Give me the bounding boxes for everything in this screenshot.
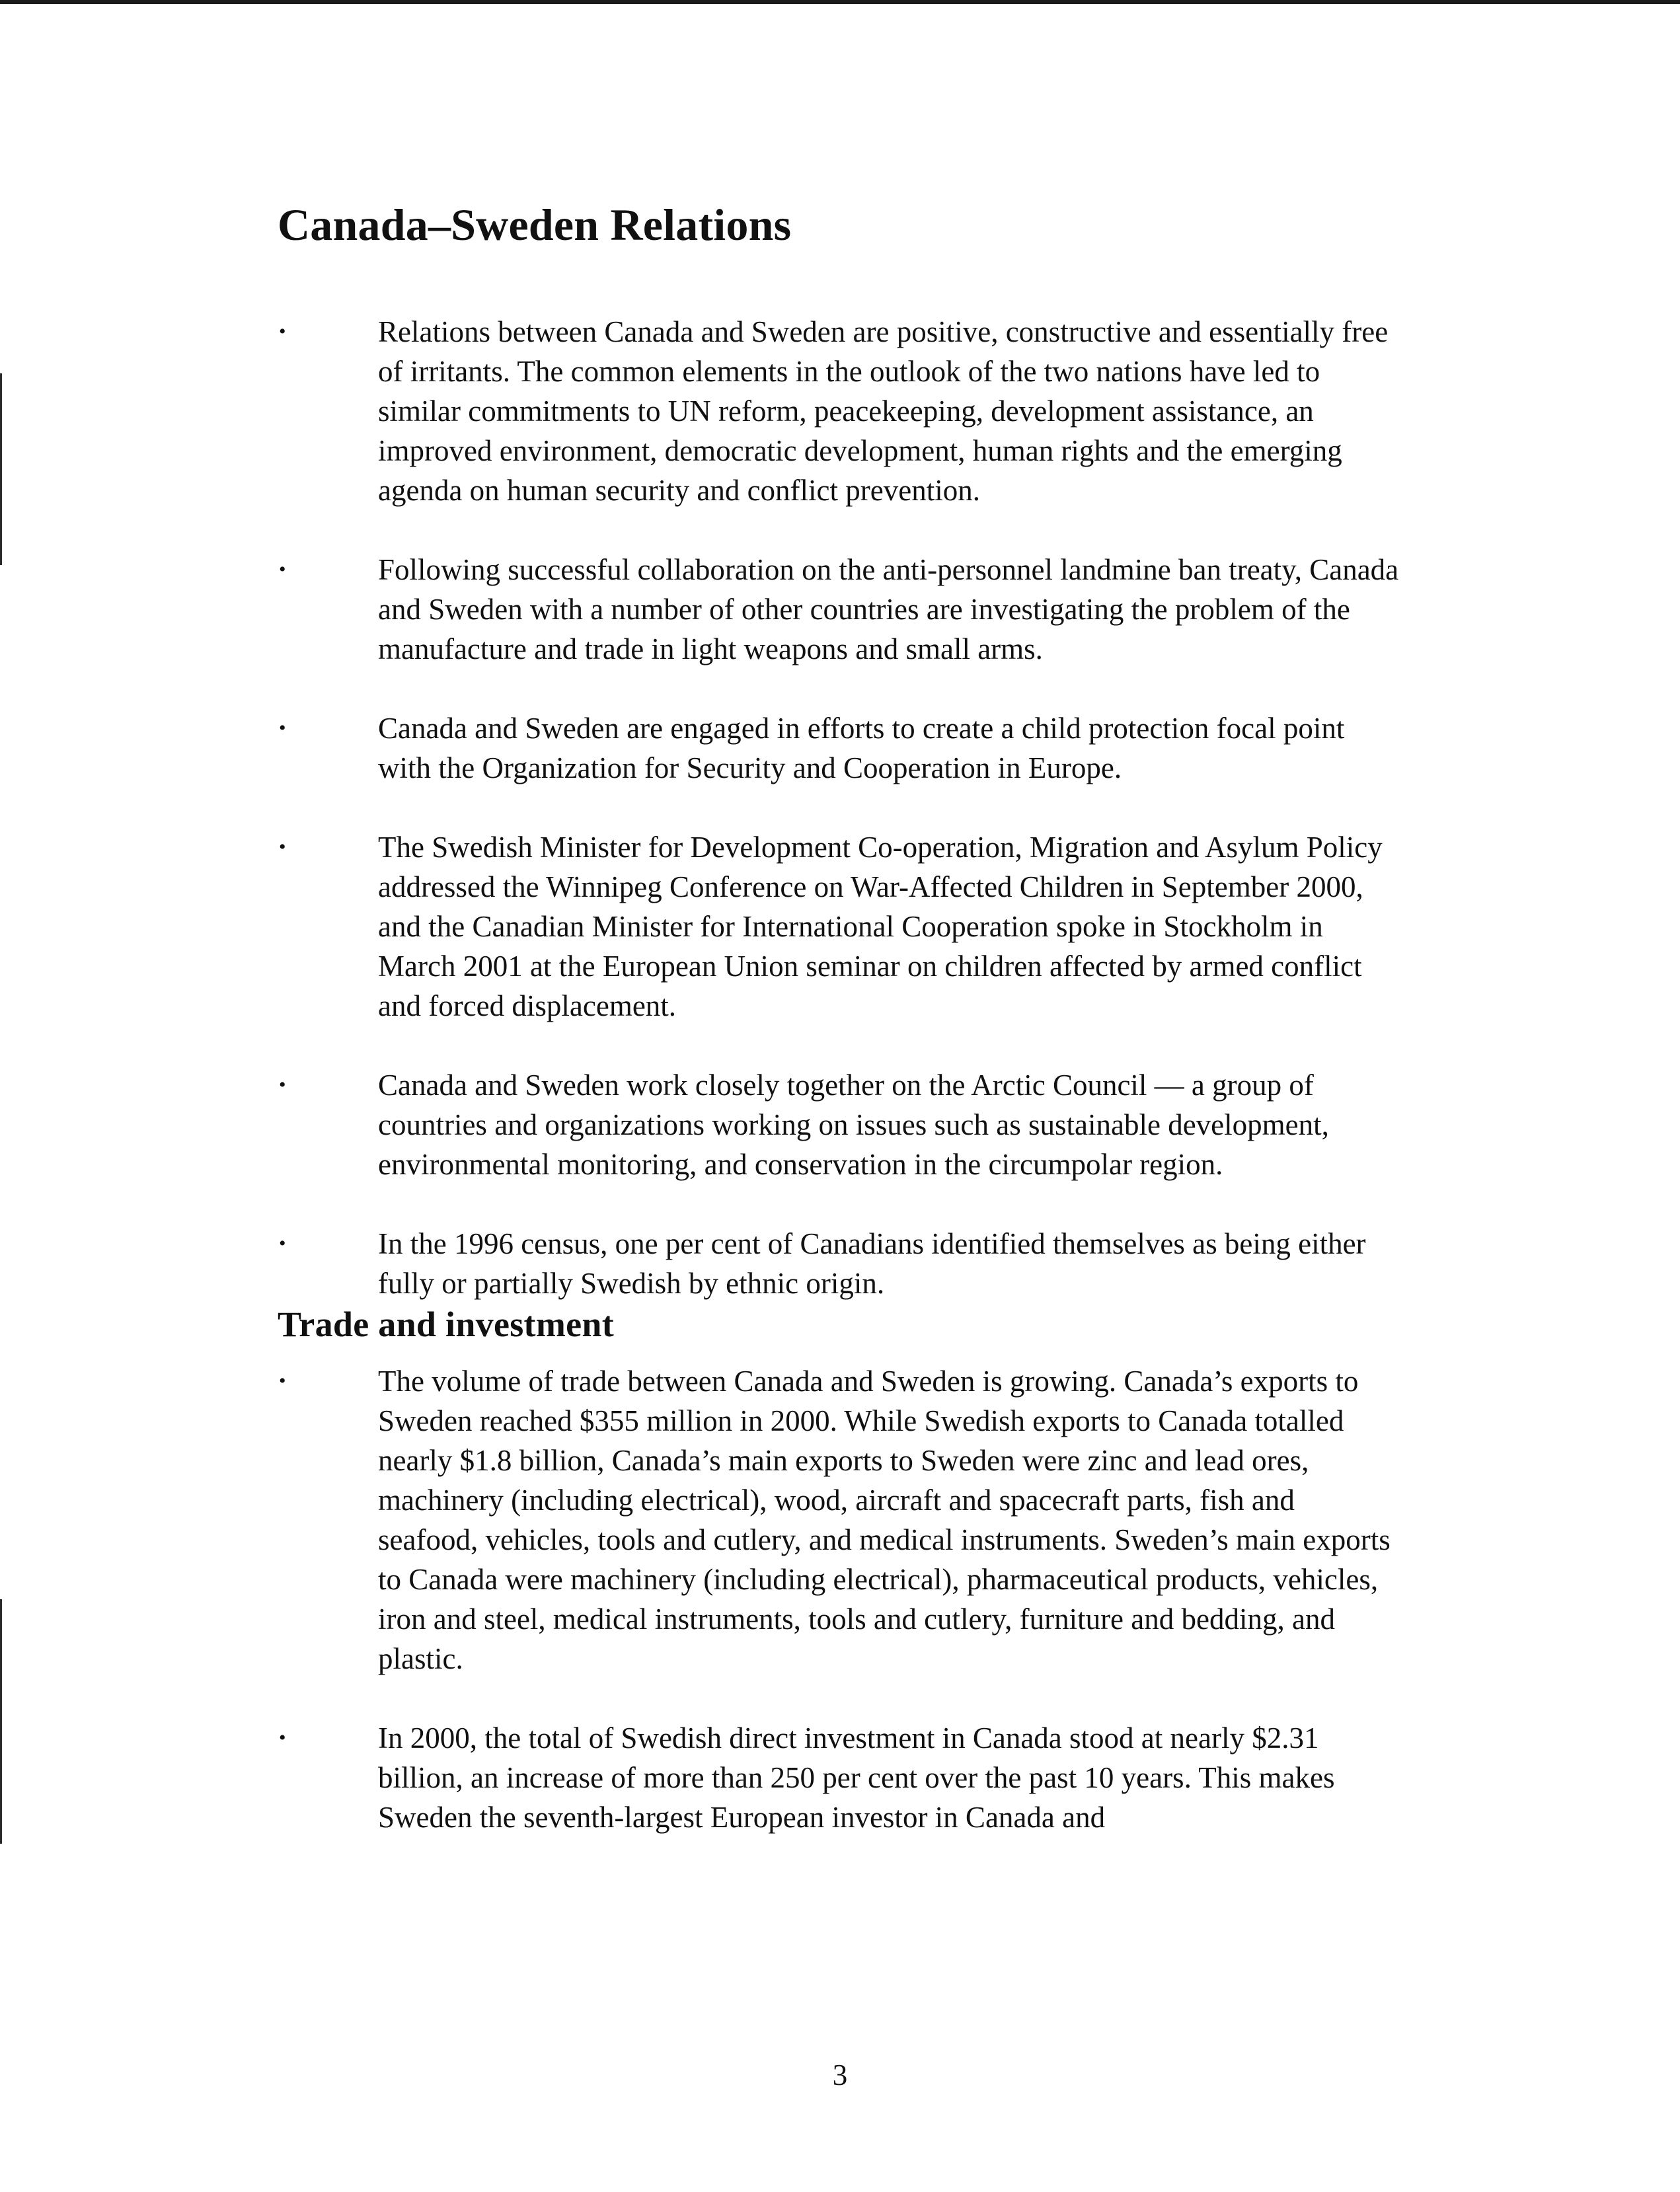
section-heading-trade: Trade and investment xyxy=(278,1304,615,1344)
bullet-icon: • xyxy=(279,1073,286,1096)
list-item xyxy=(278,708,1401,788)
page-number: 3 xyxy=(832,2059,848,2092)
list-item-text: Following successful collaboration on the anti-personnel landmine ban treaty, Canada and Sweden with a number of other countries are investigating the problem of the manufacture and trade in light weapons and small arms. xyxy=(378,552,1399,665)
scan-left-margin-mark xyxy=(0,373,2,565)
list-item-text: The Swedish Minister for Development Co-operation, Migration and Asylum Policy addressed the Winnipeg Conference on War-Affected Children in September 2000, and the Canadian Minister for International Cooperation spoke in Stockholm in March 2001 at the European Union seminar on children affected by armed conflict and forced displacement. xyxy=(378,830,1383,1022)
page-content xyxy=(278,198,1401,1877)
list-item xyxy=(278,1224,1401,1303)
bullet-icon: • xyxy=(279,558,286,580)
bullet-icon: • xyxy=(279,1370,286,1392)
list-item-text: In the 1996 census, one per cent of Canadians identified themselves as being either fully or partially Swedish by ethnic origin. xyxy=(378,1227,1366,1300)
list-item xyxy=(278,1718,1401,1837)
list-item xyxy=(278,550,1401,669)
list-item xyxy=(278,1065,1401,1184)
bullet-icon: • xyxy=(279,1727,286,1749)
list-item xyxy=(278,312,1401,510)
bullet-icon: • xyxy=(279,716,286,739)
list-item xyxy=(278,827,1401,1026)
bullet-icon: • xyxy=(279,320,286,342)
scan-left-margin-mark xyxy=(0,1599,2,1844)
list-item-text: Canada and Sweden work closely together on the Arctic Council — a group of countries and organizations working on issues such as sustainable development, environmental monitoring, and conservation in the circumpolar region. xyxy=(378,1068,1329,1181)
list-item-text: Relations between Canada and Sweden are positive, constructive and essentially free of irritants. The common elements in the outlook of the two nations have led to similar commitments to UN reform, peacekeeping, development assistance, an improved environment, democratic development, human rights and the emerging agenda on human security and conflict prevention. xyxy=(378,315,1389,507)
list-item-text: Canada and Sweden are engaged in efforts to create a child protection focal point with the Organization for Security and Cooperation in Europe. xyxy=(378,711,1345,784)
bullet-icon: • xyxy=(279,835,286,858)
list-item-text: The volume of trade between Canada and Sweden is growing. Canada’s exports to Sweden reached $355 million in 2000. While Swedish exports to Canada totalled nearly $1.8 billion, Canada’s main exports to Sweden were zinc and lead ores, machinery (including electrical), wood, aircraft and spacecraft parts, fish and seafood, vehicles, tools and cutlery, and medical instruments. Sweden’s main exports to Canada were machinery (including electrical), pharmaceutical products, vehicles, iron and steel, medical instruments, tools and cutlery, furniture and bedding, and plastic. xyxy=(378,1365,1391,1676)
scan-top-edge xyxy=(0,0,1680,4)
relations-bullet-list xyxy=(278,312,1401,1303)
list-item xyxy=(278,1361,1401,1679)
trade-bullet-list xyxy=(278,1361,1401,1837)
list-item-text: In 2000, the total of Swedish direct investment in Canada stood at nearly $2.31 billion, an increase of more than 250 per cent over the past 10 years. This makes Sweden the seventh-largest European investor in Canada and xyxy=(378,1721,1335,1834)
bullet-icon: • xyxy=(279,1232,286,1254)
page-title: Canada–Sweden Relations xyxy=(278,200,792,250)
